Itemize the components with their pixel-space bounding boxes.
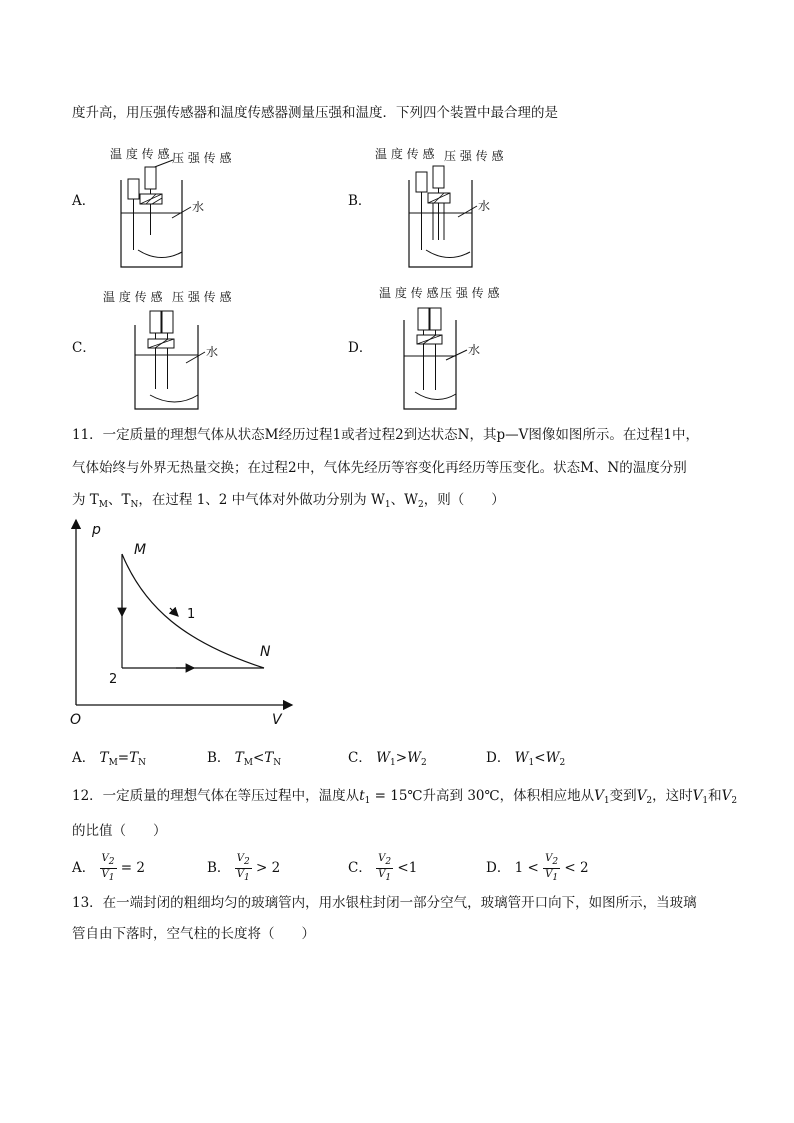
apparatus-b-water-label: 水 — [478, 199, 491, 213]
pv-state-m-label: M — [134, 542, 147, 558]
q10-stem: 度升高，用压强传感器和温度传感器测量压强和温度．下列四个装置中最合理的是 — [72, 105, 558, 121]
q13-line2: 管自由下落时，空气柱的长度将（ ） — [72, 926, 315, 942]
q11-option-d: D． $W_1<W_2$ — [486, 750, 566, 768]
pv-axis-p-label: p — [92, 522, 101, 538]
apparatus-b-figure — [370, 140, 520, 275]
apparatus-b-pressure-label: 压 强 传 感 — [444, 149, 504, 163]
q11-line2: 气体始终与外界无热量交换；在过程2中，气体先经历等容变化再经历等压变化。状态M、N的温度分别 — [72, 460, 687, 476]
q12-line1: 12．一定质量的理想气体在等压过程中，温度从$t_1$ = 15℃升高到 30℃，体积相应地从$V_1$变到$V_2$，这时$V_1$和$V_2$ — [72, 788, 738, 806]
pv-process-1-arrow — [170, 608, 178, 616]
pv-process-1-label: 1 — [187, 607, 196, 622]
q11-option-b: B． $T_M<T_N$ — [207, 750, 282, 768]
q13-line1: 13．在一端封闭的粗细均匀的玻璃管内，用水银柱封闭一部分空气，玻璃管开口向下，如图所示，当玻璃 — [72, 895, 697, 911]
q12-line2: 的比值（ ） — [72, 823, 167, 839]
apparatus-c-figure — [100, 285, 250, 415]
apparatus-c-pressure-label: 压 强 传 感 — [172, 290, 232, 304]
pv-state-n-label: N — [260, 644, 271, 660]
q12-option-c: C． $\frac{V_2}{V_1}$ <1 — [348, 853, 418, 883]
pv-graph — [64, 512, 304, 734]
pv-process-2-label: 2 — [109, 672, 118, 687]
apparatus-a-pressure-label: 压 强 传 感 — [172, 151, 232, 165]
apparatus-d-water-label: 水 — [468, 343, 481, 357]
apparatus-a-figure — [100, 140, 250, 275]
apparatus-c-water-label: 水 — [206, 345, 219, 359]
apparatus-d-figure — [370, 280, 520, 415]
pv-axis-v-label: V — [272, 712, 282, 728]
q12-option-d: D． 1 < $\frac{V_2}{V_1}$ < 2 — [486, 853, 589, 883]
pv-origin-label: O — [70, 712, 82, 728]
q12-option-a: A． $\frac{V_2}{V_1}$ = 2 — [72, 853, 145, 883]
q12-option-b: B． $\frac{V_2}{V_1}$ > 2 — [207, 853, 281, 883]
q11-line1: 11．一定质量的理想气体从状态M经历过程1或者过程2到达状态N，其p—V图像如图所示。在过程1中， — [72, 427, 699, 443]
q11-option-c: C． $W_1>W_2$ — [348, 750, 427, 768]
q10-option-c-label: C． — [72, 340, 96, 356]
apparatus-a-temp-label: 温 度 传 感 — [110, 147, 170, 161]
q11-line3: 为 $T_M$、$T_N$，在过程 1、2 中气体对外做功分别为 $W_1$、$W_2$，则（ ） — [72, 492, 505, 510]
q10-option-b-label: B． — [348, 193, 372, 209]
apparatus-a-water-label: 水 — [192, 200, 205, 214]
apparatus-c-temp-label: 温 度 传 感 — [103, 290, 163, 304]
q10-option-d-label: D． — [348, 340, 373, 356]
q11-option-a: A． $T_M=T_N$ — [72, 750, 146, 768]
apparatus-d-temp-label: 温 度 传 感 — [379, 286, 439, 300]
apparatus-d-pressure-label: 压 强 传 感 — [440, 286, 500, 300]
q10-option-a-label: A． — [72, 193, 96, 209]
apparatus-b-temp-label: 温 度 传 感 — [375, 147, 435, 161]
